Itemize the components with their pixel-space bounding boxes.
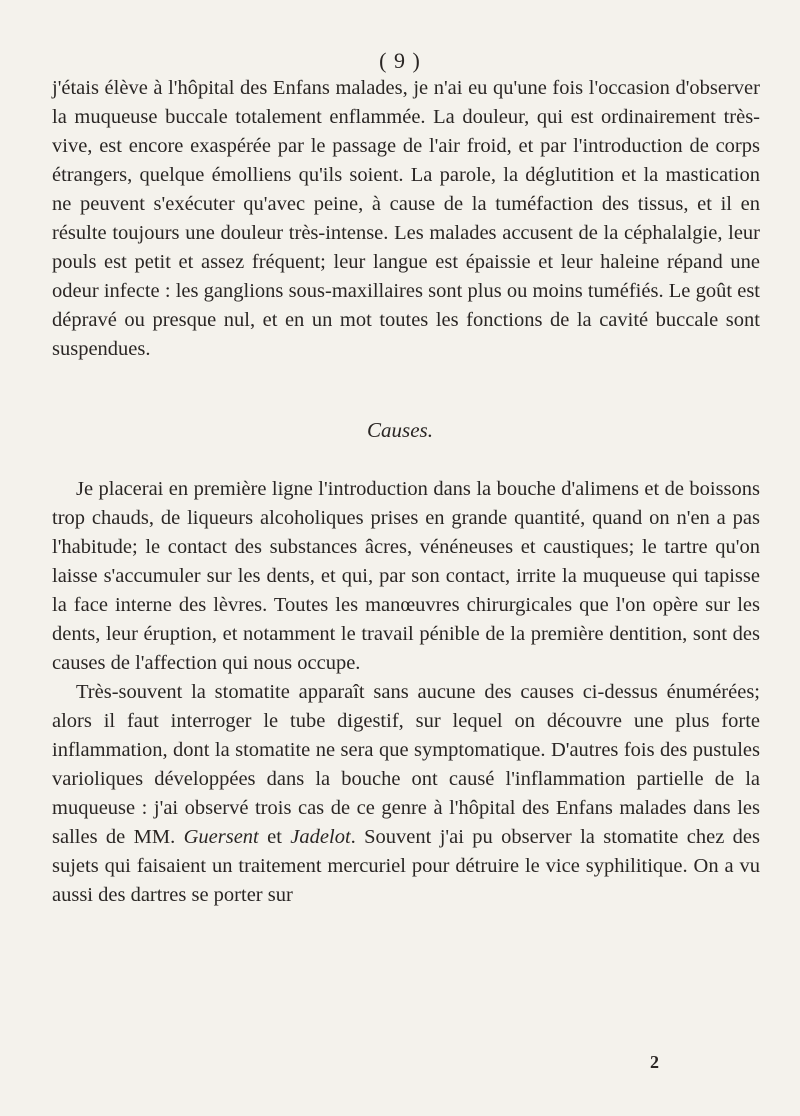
text-block-top <box>52 74 760 364</box>
paragraph-text: Très-souvent la stomatite apparaît sans aucune des causes ci-dessus énumérées; alors il faut interroger le tube digestif, sur lequel on découvre une plus forte inflammation, dont la stomatite ne sera que symptomatique. D'autres fois des pustules varioliques développées dans la bouche ont causé l'inflammation partielle de la muqueuse : j'ai observé trois cas de ce genre à l'hôpital des Enfans malades dans les salles de MM. <box>52 681 760 848</box>
paragraph-text: et <box>258 826 291 848</box>
paragraph-text: . Souvent j'ai pu observer la stomatite chez des sujets qui faisaient un traitement mercuriel pour détruire le vice syphilitique. On a vu aussi des dartres se porter sur <box>52 826 761 906</box>
page-number: ( 9 ) <box>379 48 421 73</box>
paragraph: Je placerai en première ligne l'introduction dans la bouche d'alimens et de boissons trop chauds, de liqueurs alcoholiques prises en grande quantité, quand on n'en a pas l'habitude; le contact des substances âcres, vénéneuses et caustiques; le tartre qu'on laisse s'accumuler sur les dents, et qui, par son contact, irrite la muqueuse qui tapisse la face interne des lèvres. Toutes les manœuvres chirurgicales que l'on opère sur les dents, leur éruption, et notamment le travail pénible de la première dentition, sont des causes de l'affection qui nous occupe. <box>52 478 760 674</box>
section-heading: Causes. <box>367 418 433 442</box>
author-name: Guersent <box>183 826 259 848</box>
signature-mark: 2 <box>650 1052 659 1072</box>
text-block-bottom <box>52 475 760 910</box>
paragraph: j'étais élève à l'hôpital des Enfans malades, je n'ai eu qu'une fois l'occasion d'observer la muqueuse buccale totalement enflammée. La douleur, qui est ordinairement très-vive, est encore exaspérée par le passage de l'air froid, et par l'introduction de corps étrangers, quelque émolliens qu'ils soient. La parole, la déglutition et la mastication ne peuvent s'exécuter qu'avec peine, à cause de la tuméfaction des tissus, et il en résulte toujours une douleur très-intense. Les malades accusent de la céphalalgie, leur pouls est petit et assez fréquent; leur langue est épaissie et leur haleine répand une odeur infecte : les ganglions sous-maxillaires sont plus ou moins tuméfiés. Le goût est dépravé ou presque nul, et en un mot toutes les fonctions de la cavité buccale sont suspendues. <box>52 77 760 360</box>
author-name: Jadelot <box>290 826 351 848</box>
paragraph <box>52 678 760 910</box>
